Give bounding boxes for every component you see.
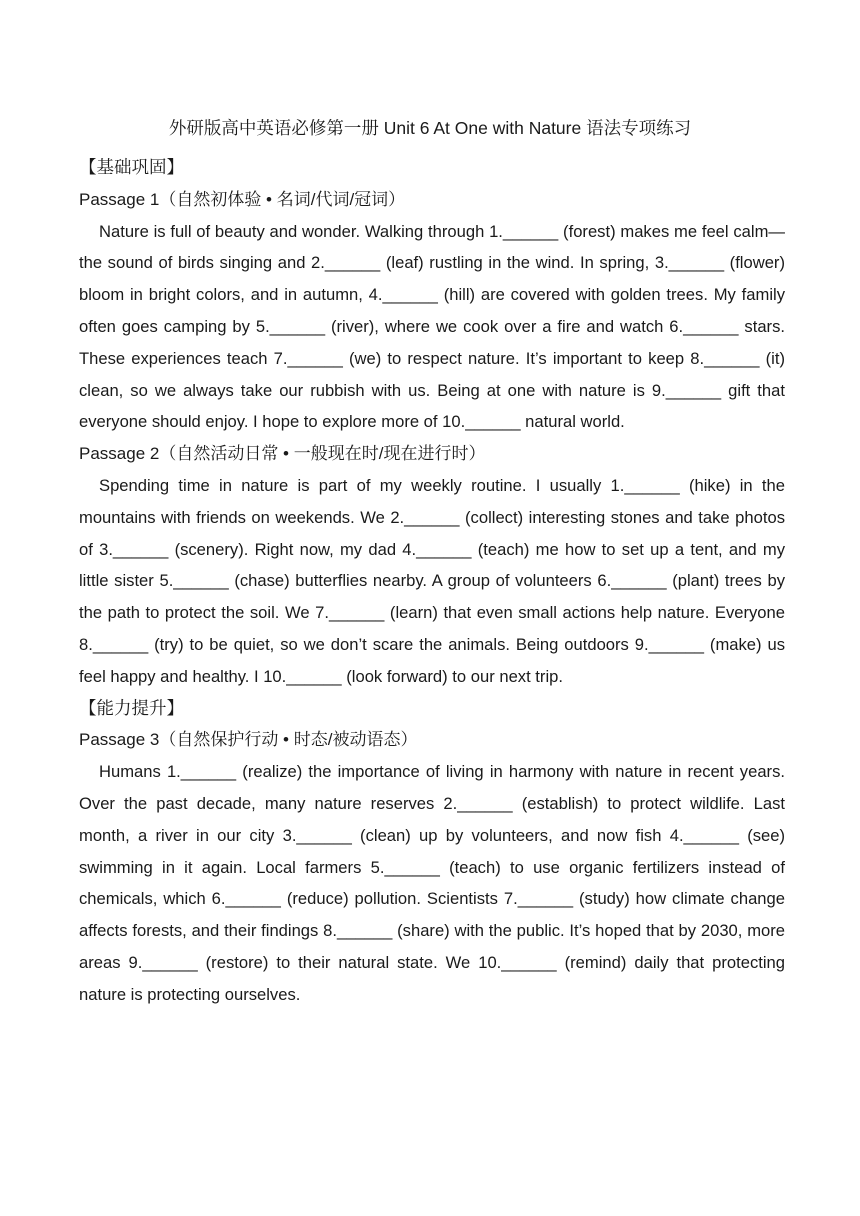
document-body bbox=[79, 152, 785, 1011]
passage-3-heading: Passage 3（自然保护行动 • 时态/被动语态） bbox=[79, 730, 418, 750]
passage-3-text: Humans 1.______ (realize) the importance of living in harmony with nature in recent years. Over the past decade, many nature reserves 2.______ (establish) to protect wildlife. Last month, a river in our city 3.______ (clean) up by volunteers, and now fish 4.______ (see) swimming in it again. Local farmers 5.______ (teach) to use organic fertilizers instead of chemicals, which 6.______ (reduce) pollution. Scientists 7.______ (study) how climate change affects forests, and their findings 8.______ (share) with the public. It’s hoped that by 2030, more areas 9.______ (restore) to their natural state. We 10.______ (remind) daily that protecting nature is protecting ourselves. bbox=[79, 762, 785, 1004]
document-title: 外研版高中英语必修第一册 Unit 6 At One with Nature 语法专项练习 bbox=[168, 118, 692, 138]
section-label-basic: 【基础巩固】 bbox=[79, 157, 184, 177]
passage-2-heading: Passage 2（自然活动日常 • 一般现在时/现在进行时） bbox=[79, 444, 486, 464]
section-label-advanced: 【能力提升】 bbox=[79, 697, 184, 718]
passage-1-text: Nature is full of beauty and wonder. Walking through 1.______ (forest) makes me feel calm—the sound of birds singing and 2.______ (leaf) rustling in the wind. In spring, 3.______ (flower) bloom in bright colors, and in autumn, 4.______ (hill) are covered with golden trees. My family often goes camping by 5.______ (river), where we cook over a fire and watch 6.______ stars. These experiences teach 7.______ (we) to respect nature. It’s important to keep 8.______ (it) clean, so we always take our rubbish with us. Being at one with nature is 9.______ gift that everyone should enjoy. I hope to explore more of 10.______ natural world. bbox=[79, 221, 785, 432]
passage-1-heading: Passage 1（自然初体验 • 名词/代词/冠词） bbox=[79, 189, 406, 209]
passage-2-text: Spending time in nature is part of my weekly routine. I usually 1.______ (hike) in the mountains with friends on weekends. We 2.______ (collect) interesting stones and take photos of 3.______ (scenery). Right now, my dad 4.______ (teach) me how to set up a tent, and my little sister 5.______ (chase) butterflies nearby. A group of volunteers 6.______ (plant) trees by the path to protect the soil. We 7.______ (learn) that even small actions help nature. Everyone 8.______ (try) to be quiet, so we don’t scare the animals. Being outdoors 9.______ (make) us feel happy and healthy. I 10.______ (look forward) to our next trip. bbox=[79, 475, 785, 686]
